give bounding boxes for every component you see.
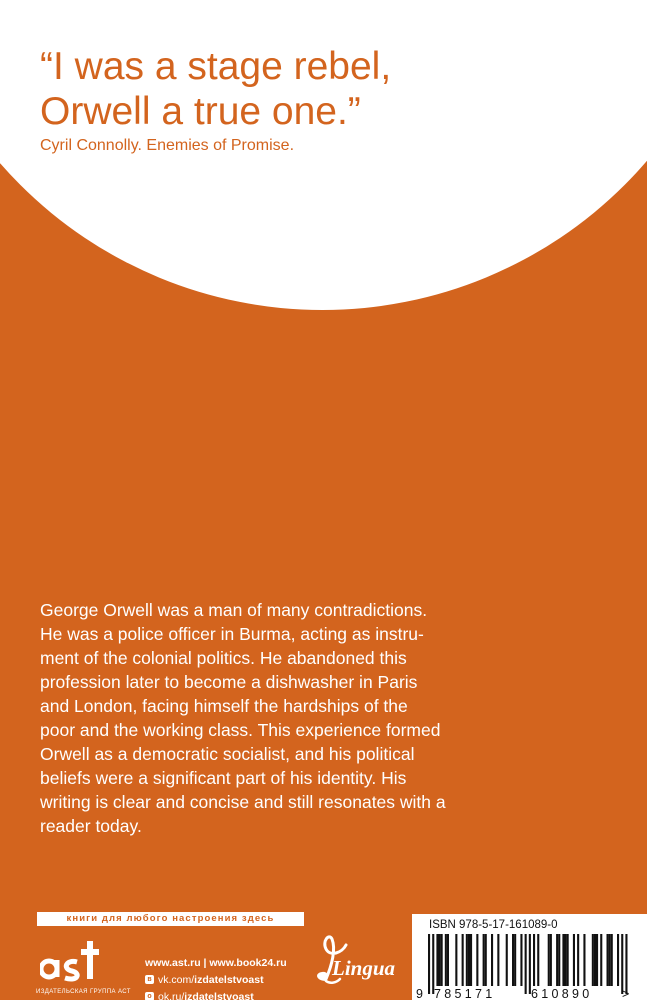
barcode-bar	[512, 934, 514, 986]
barcode-bar	[455, 934, 457, 986]
barcode-digits-group2: 610890	[531, 987, 593, 1000]
barcode-bar	[556, 934, 558, 986]
barcode-bar	[583, 934, 585, 986]
description-line: profession later to become a dishwasher in Paris	[40, 672, 418, 692]
barcode-bar	[485, 934, 487, 986]
barcode-bars	[428, 934, 628, 994]
barcode-quiet-zone-mark: >	[622, 987, 630, 1000]
barcode-bar	[562, 934, 564, 986]
barcode-bar	[565, 934, 567, 986]
barcode-bar	[466, 934, 468, 986]
barcode-bar	[621, 934, 623, 994]
barcode-bar	[468, 934, 470, 986]
description-line: poor and the working class. This experience formed	[40, 720, 441, 740]
barcode-bar	[462, 934, 464, 986]
book-description	[40, 598, 630, 838]
barcode-bar	[600, 934, 602, 986]
barcode-icon	[412, 914, 647, 1000]
description-line: and London, facing himself the hardships of the	[40, 696, 408, 716]
publisher-links	[145, 954, 287, 1000]
ok-link[interactable]	[145, 988, 287, 1000]
barcode-bar	[577, 934, 579, 986]
ok-icon: о	[145, 992, 154, 1000]
vk-link[interactable]	[145, 971, 287, 988]
website-links	[145, 954, 287, 971]
barcode-bar	[441, 934, 443, 986]
description-line: reader today.	[40, 816, 142, 836]
lingua-logo-text: Lingua	[332, 956, 396, 980]
barcode-bar	[525, 934, 527, 994]
barcode-digits-group1: 785171	[434, 987, 496, 1000]
barcode-bar	[439, 934, 441, 986]
barcode-bar	[548, 934, 550, 986]
barcode-bar	[607, 934, 609, 986]
isbn-barcode	[412, 914, 647, 1000]
barcode-bar	[594, 934, 596, 986]
description-line: George Orwell was a man of many contradictions.	[40, 600, 428, 620]
barcode-bar	[447, 934, 449, 986]
ok-link-handle: izdatelstvoast	[184, 990, 254, 1000]
barcode-bar	[609, 934, 611, 986]
barcode-bar	[573, 934, 575, 986]
barcode-bar	[611, 934, 613, 986]
vk-link-prefix: vk.com/	[158, 973, 195, 986]
vk-link-handle: izdatelstvoast	[194, 973, 264, 986]
barcode-bar	[550, 934, 552, 986]
ok-link-prefix: ok.ru/	[158, 990, 185, 1000]
barcode-bar	[514, 934, 516, 986]
isbn-number: ISBN 978-5-17-161089-0	[429, 919, 558, 931]
barcode-bar	[617, 934, 619, 986]
barcode-bar	[436, 934, 438, 986]
description-line: writing is clear and concise and still resonates with a	[40, 792, 446, 812]
barcode-bar	[476, 934, 478, 986]
description-line: beliefs were a significant part of his identity. His	[40, 768, 407, 788]
barcode-bar	[625, 934, 627, 994]
barcode-bar	[596, 934, 598, 986]
barcode-bar	[483, 934, 485, 986]
barcode-bar	[506, 934, 508, 986]
barcode-bar	[558, 934, 560, 986]
barcode-bar	[428, 934, 430, 994]
description-line: Orwell as a democratic socialist, and his political	[40, 744, 415, 764]
barcode-bar	[432, 934, 434, 994]
quote-line: “I was a stage rebel,	[40, 45, 392, 88]
barcode-bar	[533, 934, 535, 986]
barcode-bar	[497, 934, 499, 986]
website-links-text[interactable]: www.ast.ru | www.book24.ru	[145, 956, 287, 969]
barcode-bar	[529, 934, 531, 994]
barcode-bar	[537, 934, 539, 986]
description-line: ment of the colonial politics. He abandoned this	[40, 648, 407, 668]
quote-line: Orwell a true one.”	[40, 90, 361, 133]
publisher-tagline: книги для любого настроения здесь	[37, 912, 304, 926]
barcode-bar	[470, 934, 472, 986]
cover-quote	[40, 44, 391, 134]
barcode-bar	[592, 934, 594, 986]
description-line: He was a police officer in Burma, acting as instru-	[40, 624, 424, 644]
barcode-digit-first: 9	[416, 987, 423, 1000]
publisher-name: ИЗДАТЕЛЬСКАЯ ГРУППА АСТ	[36, 989, 131, 995]
barcode-bar	[567, 934, 569, 986]
barcode-bar	[445, 934, 447, 986]
ast-logo-icon	[40, 935, 102, 990]
barcode-bar	[520, 934, 522, 986]
lingua-logo-icon	[312, 935, 402, 985]
vk-icon: в	[145, 975, 154, 984]
quote-attribution: Cyril Connolly. Enemies of Promise.	[40, 137, 295, 154]
barcode-bar	[491, 934, 493, 986]
